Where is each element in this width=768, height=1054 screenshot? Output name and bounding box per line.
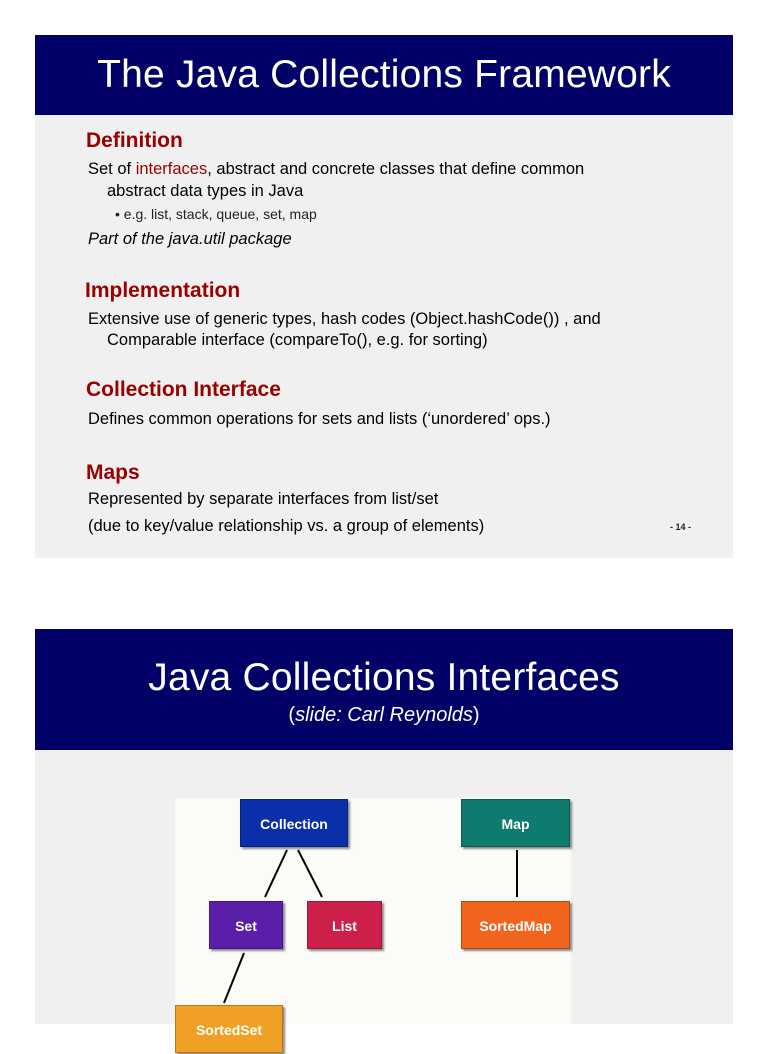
subtitle-close-paren: ) bbox=[472, 704, 480, 726]
definition-heading: Definition bbox=[86, 129, 183, 152]
node-sortedmap: SortedMap bbox=[461, 901, 570, 949]
slide-title: The Java Collections Framework bbox=[97, 53, 671, 96]
slide-title-banner bbox=[35, 35, 733, 115]
node-list: List bbox=[307, 901, 382, 949]
node-map: Map bbox=[461, 799, 570, 847]
slide-subtitle bbox=[35, 703, 733, 727]
connector-set-sortedset bbox=[224, 953, 244, 1003]
slide-title-banner bbox=[35, 629, 733, 750]
collection-interface-heading: Collection Interface bbox=[86, 378, 281, 401]
definition-note: Part of the java.util package bbox=[88, 230, 292, 248]
definition-line-1 bbox=[88, 158, 584, 180]
implementation-line-2: Comparable interface (compareTo(), e.g. for sorting) bbox=[107, 331, 488, 349]
subtitle-credit: slide: Carl Reynolds bbox=[295, 704, 473, 726]
slide-title: Java Collections Interfaces bbox=[148, 656, 620, 699]
definition-bullet: • e.g. list, stack, queue, set, map bbox=[115, 206, 317, 222]
interfaces-diagram bbox=[175, 798, 571, 1038]
maps-line-1: Represented by separate interfaces from list/set bbox=[88, 490, 439, 508]
page-number: - 14 - bbox=[670, 522, 692, 532]
slide-java-collections-interfaces bbox=[35, 629, 733, 1038]
node-collection: Collection bbox=[240, 799, 348, 847]
connector-collection-set bbox=[265, 850, 287, 897]
maps-line-2: (due to key/value relationship vs. a group of elements) bbox=[88, 517, 485, 535]
implementation-line-1: Extensive use of generic types, hash codes (Object.hashCode()) , and bbox=[88, 310, 601, 328]
node-sortedset: SortedSet bbox=[175, 1005, 283, 1053]
definition-suffix: , abstract and concrete classes that define common bbox=[207, 160, 585, 178]
subtitle-open-paren: ( bbox=[288, 704, 296, 726]
node-set: Set bbox=[209, 901, 283, 949]
collection-interface-line: Defines common operations for sets and lists (‘unordered’ ops.) bbox=[88, 410, 551, 428]
slide-java-collections-framework bbox=[35, 35, 733, 558]
maps-heading: Maps bbox=[86, 461, 140, 484]
implementation-heading: Implementation bbox=[85, 279, 241, 302]
interfaces-highlight: interfaces bbox=[135, 160, 208, 178]
connector-collection-list bbox=[298, 850, 322, 897]
definition-line-2: abstract data types in Java bbox=[107, 182, 304, 200]
definition-prefix: Set of bbox=[88, 160, 136, 178]
